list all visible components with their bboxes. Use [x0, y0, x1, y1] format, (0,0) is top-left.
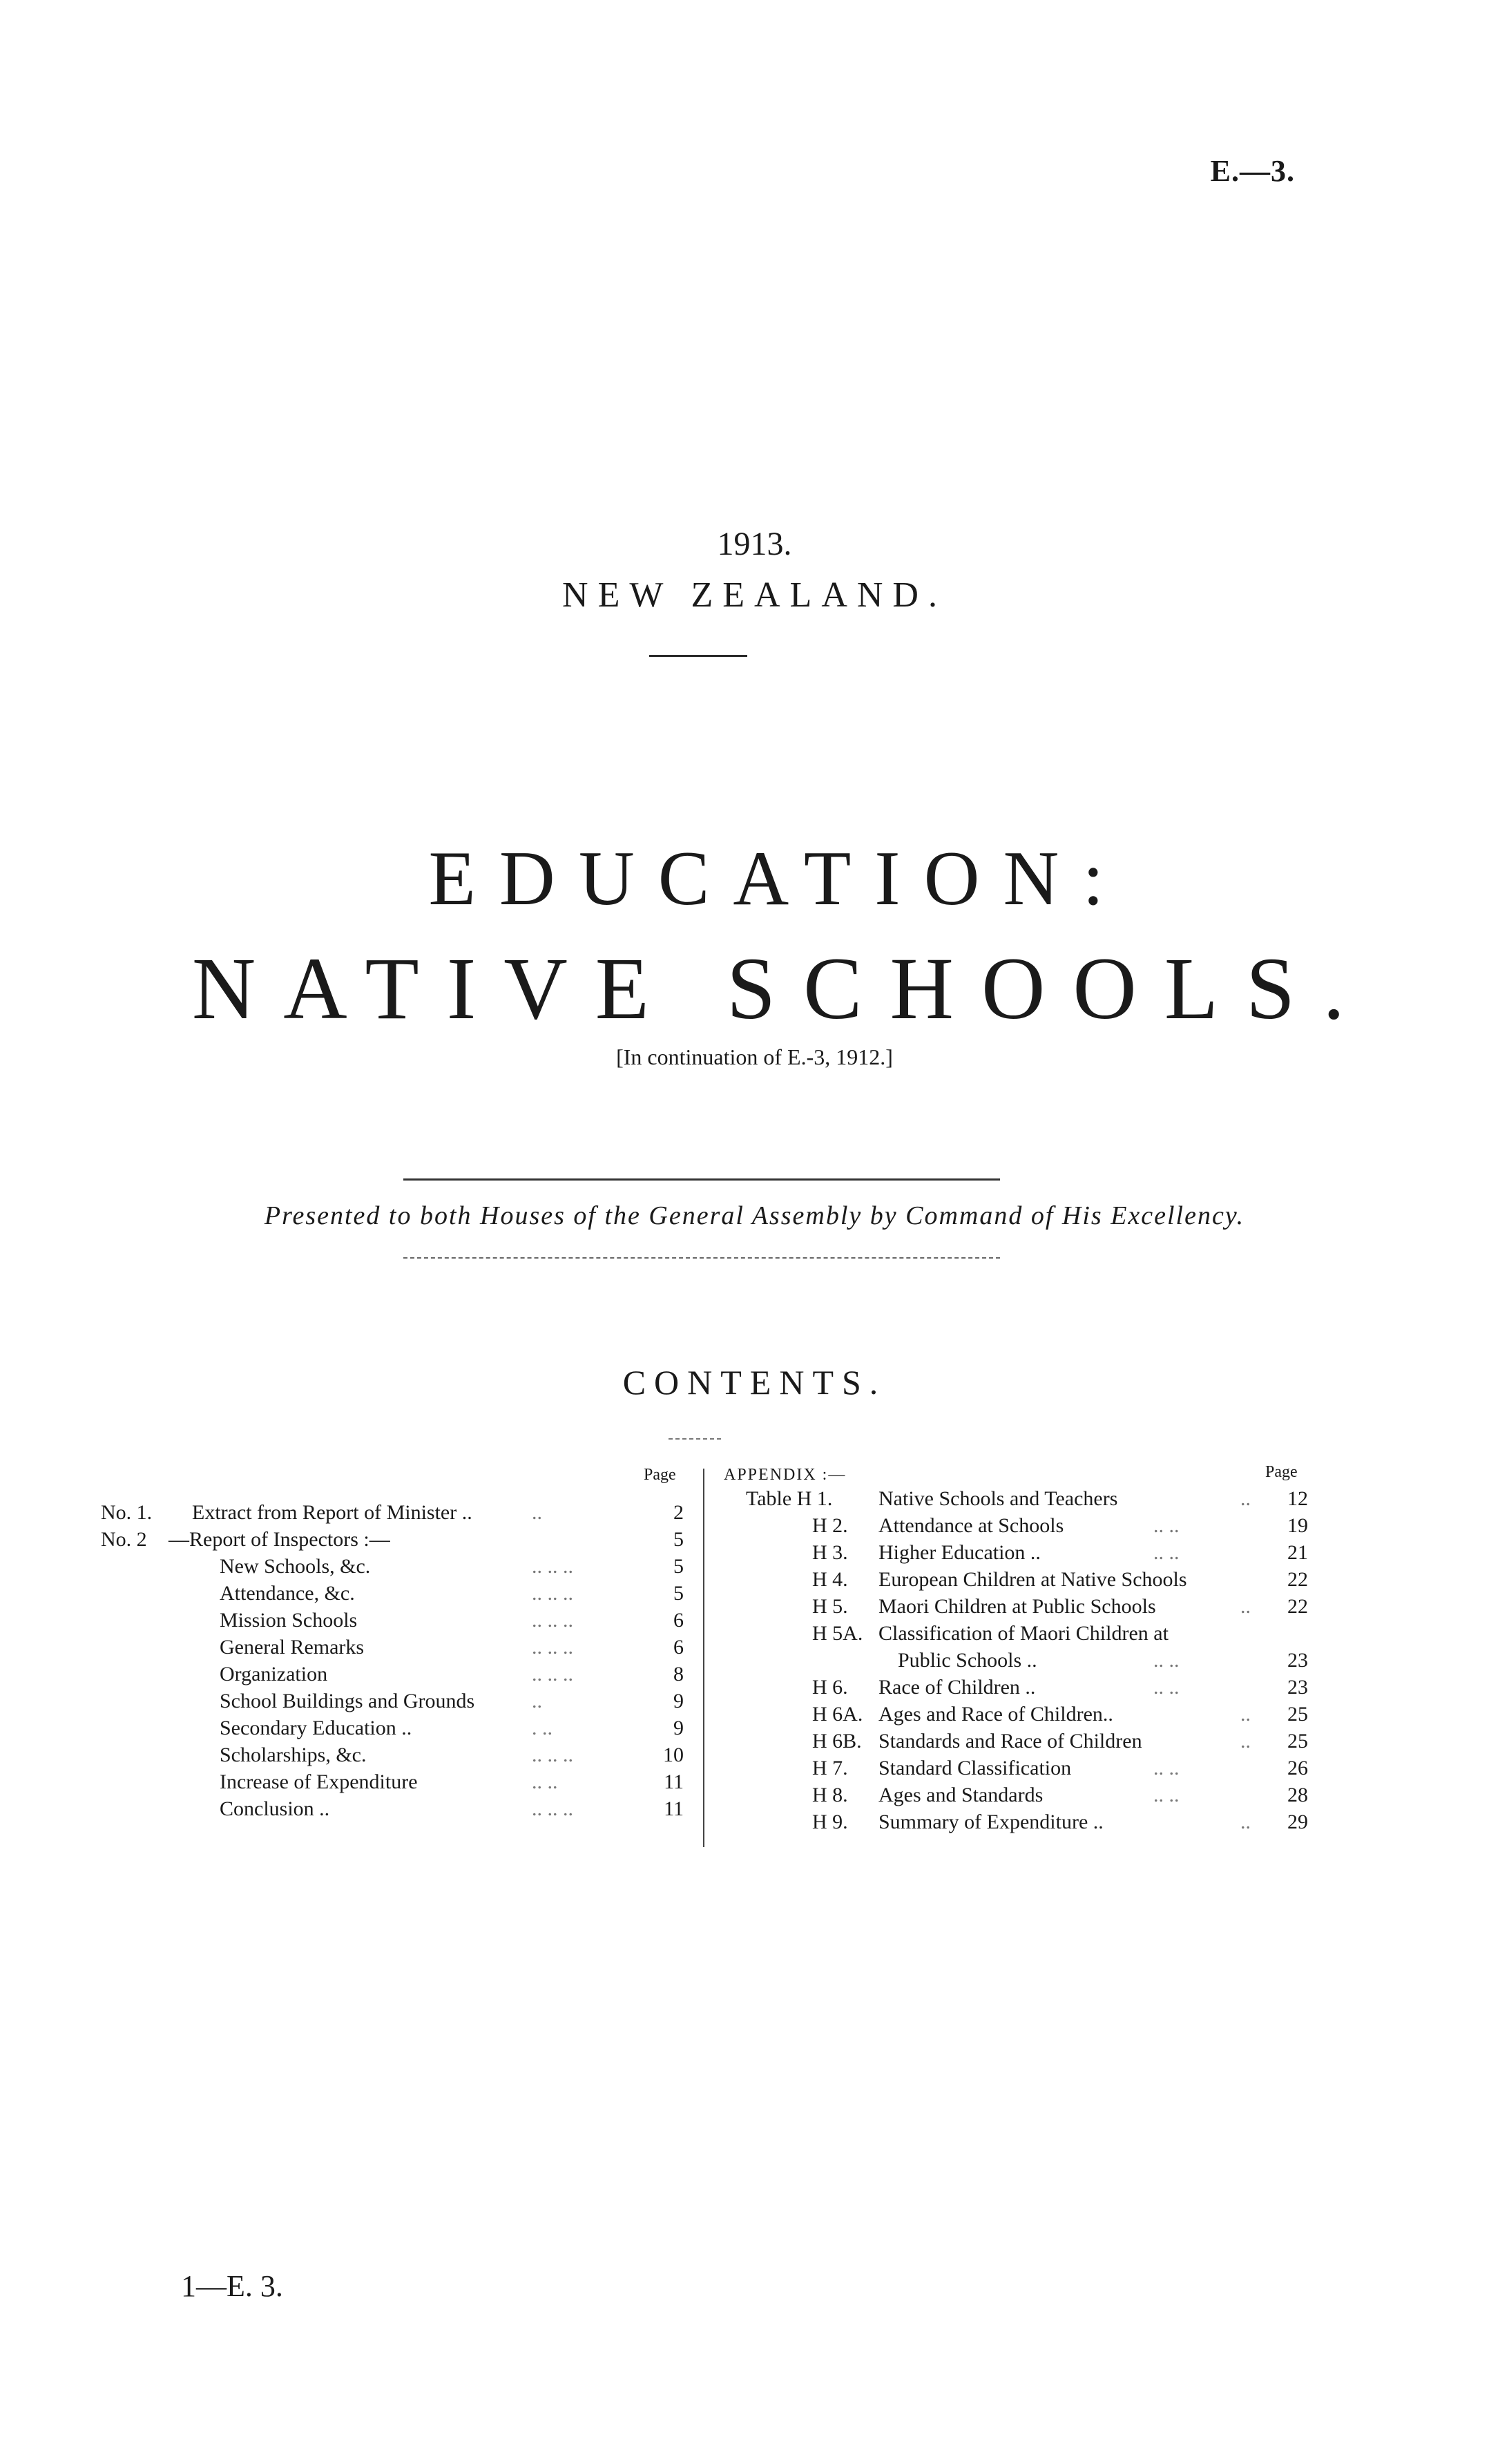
- table-number: H 3.: [812, 1541, 848, 1564]
- year: 1913.: [717, 526, 792, 562]
- contents-entry: [0, 1485, 1509, 1512]
- page-number: 5: [673, 1528, 684, 1551]
- entry-label: Standard Classification: [878, 1757, 1072, 1779]
- country: NEW ZEALAND.: [562, 575, 947, 615]
- entry-label: European Children at Native Schools: [878, 1568, 1187, 1591]
- contents-entry: [0, 1620, 1509, 1647]
- entry-label: New Schools, &c.: [220, 1555, 371, 1578]
- divider: [403, 1178, 1000, 1181]
- entry-label: Organization: [220, 1663, 328, 1685]
- leader-dots: .. ..: [532, 1770, 558, 1793]
- page-number: 29: [1287, 1811, 1308, 1833]
- entry-label: Extract from Report of Minister ..: [192, 1501, 472, 1524]
- page-column-header: Page: [644, 1466, 676, 1484]
- entry-label: Summary of Expenditure ..: [878, 1811, 1104, 1833]
- table-number: H 6A.: [812, 1703, 863, 1726]
- page-number: 9: [673, 1717, 684, 1739]
- page-number: 12: [1287, 1487, 1308, 1510]
- page-number: 11: [664, 1797, 684, 1820]
- page-number: 23: [1287, 1649, 1308, 1672]
- leader-dots: .. ..: [1153, 1757, 1180, 1779]
- entry-label: Race of Children ..: [878, 1676, 1036, 1699]
- page-column-header: Page: [1265, 1463, 1298, 1481]
- page-number: 6: [673, 1609, 684, 1632]
- leader-dots: .. ..: [1153, 1676, 1180, 1699]
- entry-number: No. 1.: [101, 1501, 153, 1524]
- leader-dots: ..: [1240, 1811, 1251, 1833]
- leader-dots: .. .. ..: [532, 1797, 573, 1820]
- entry-label: Attendance, &c.: [220, 1582, 355, 1605]
- table-number: H 5A.: [812, 1622, 863, 1645]
- paper-reference: E.—3.: [1210, 154, 1295, 188]
- page-number: 25: [1287, 1730, 1308, 1753]
- document-subtitle: NATIVE SCHOOLS.: [191, 939, 1373, 1038]
- leader-dots: .. .. ..: [532, 1582, 573, 1605]
- leader-dots: .. ..: [1153, 1784, 1180, 1806]
- contents-entry: [0, 1782, 1509, 1808]
- contents-entry: [0, 1593, 1509, 1620]
- page-number: 28: [1287, 1784, 1308, 1806]
- page-number: 10: [663, 1744, 684, 1766]
- entry-label: Attendance at Schools: [878, 1514, 1064, 1537]
- page-number: 23: [1287, 1676, 1308, 1699]
- leader-dots: .. .. ..: [532, 1636, 573, 1659]
- leader-dots: .. .. ..: [532, 1555, 573, 1578]
- entry-number: No. 2: [101, 1528, 147, 1551]
- entry-label: Public Schools ..: [898, 1649, 1037, 1672]
- page-number: 26: [1287, 1757, 1308, 1779]
- divider: [649, 655, 747, 657]
- page-number: 6: [673, 1636, 684, 1659]
- entry-label: Higher Education ..: [878, 1541, 1041, 1564]
- page-number: 5: [673, 1555, 684, 1578]
- entry-label: General Remarks: [220, 1636, 365, 1659]
- entry-label: Increase of Expenditure: [220, 1770, 418, 1793]
- page-number: 22: [1287, 1568, 1308, 1591]
- leader-dots: .. ..: [1153, 1541, 1180, 1564]
- leader-dots: ..: [1240, 1730, 1251, 1753]
- page-number: 11: [664, 1770, 684, 1793]
- page-number: 8: [673, 1663, 684, 1685]
- contents-entry: [0, 1728, 1509, 1755]
- leader-dots: .. ..: [1153, 1514, 1180, 1537]
- entry-label: Standards and Race of Children: [878, 1730, 1142, 1753]
- contents-entry: [0, 1647, 1509, 1674]
- entry-label: Native Schools and Teachers: [878, 1487, 1118, 1510]
- table-number: H 2.: [812, 1514, 848, 1537]
- page-number: 21: [1287, 1541, 1308, 1564]
- table-number: H 7.: [812, 1757, 848, 1779]
- table-number: H 8.: [812, 1784, 848, 1806]
- page-number: 22: [1287, 1595, 1308, 1618]
- entry-label: Classification of Maori Children at: [878, 1622, 1169, 1645]
- entry-label: Scholarships, &c.: [220, 1744, 367, 1766]
- leader-dots: .. .. ..: [532, 1609, 573, 1632]
- table-number: H 6B.: [812, 1730, 862, 1753]
- leader-dots: .. .. ..: [532, 1744, 573, 1766]
- entry-label: School Buildings and Grounds: [220, 1690, 475, 1712]
- contents-entry: [0, 1512, 1509, 1539]
- entry-label: Conclusion ..: [220, 1797, 330, 1820]
- contents-entry: [0, 1701, 1509, 1728]
- contents-entry: [0, 1539, 1509, 1566]
- page-number: 2: [673, 1501, 684, 1524]
- entry-label: Maori Children at Public Schools: [878, 1595, 1156, 1618]
- page-number: 25: [1287, 1703, 1308, 1726]
- leader-dots: ..: [532, 1501, 542, 1524]
- page-number: 9: [673, 1690, 684, 1712]
- leader-dots: ..: [532, 1690, 542, 1712]
- leader-dots: ..: [1240, 1703, 1251, 1726]
- leader-dots: . ..: [532, 1717, 552, 1739]
- table-number: Table H 1.: [746, 1487, 833, 1510]
- leader-dots: ..: [1240, 1487, 1251, 1510]
- divider: [669, 1438, 721, 1440]
- appendix-label: APPENDIX :—: [724, 1466, 847, 1484]
- leader-dots: ..: [1240, 1595, 1251, 1618]
- continuation-note: [In continuation of E.-3, 1912.]: [616, 1044, 893, 1069]
- leader-dots: .. ..: [1153, 1649, 1180, 1672]
- entry-label: Mission Schools: [220, 1609, 358, 1632]
- presented-line: Presented to both Houses of the General Assembly by Command of His Excellency.: [264, 1201, 1245, 1230]
- page-number: 19: [1287, 1514, 1308, 1537]
- entry-label: Secondary Education ..: [220, 1717, 412, 1739]
- table-number: H 4.: [812, 1568, 848, 1591]
- entry-label: Ages and Race of Children..: [878, 1703, 1113, 1726]
- table-number: H 6.: [812, 1676, 848, 1699]
- footer-signature: 1—E. 3.: [181, 2269, 283, 2303]
- divider: [403, 1257, 1000, 1259]
- contents-entry: [0, 1808, 1509, 1835]
- page-number: 5: [673, 1582, 684, 1605]
- contents-entry: [0, 1755, 1509, 1782]
- table-number: H 5.: [812, 1595, 848, 1618]
- contents-entry: [0, 1674, 1509, 1701]
- document-title: EDUCATION:: [428, 836, 1128, 921]
- entry-label: Ages and Standards: [878, 1784, 1044, 1806]
- table-number: H 9.: [812, 1811, 848, 1833]
- leader-dots: .. .. ..: [532, 1663, 573, 1685]
- contents-entry: [0, 1566, 1509, 1593]
- entry-label: —Report of Inspectors :—: [169, 1528, 390, 1551]
- contents-heading: CONTENTS.: [622, 1363, 887, 1402]
